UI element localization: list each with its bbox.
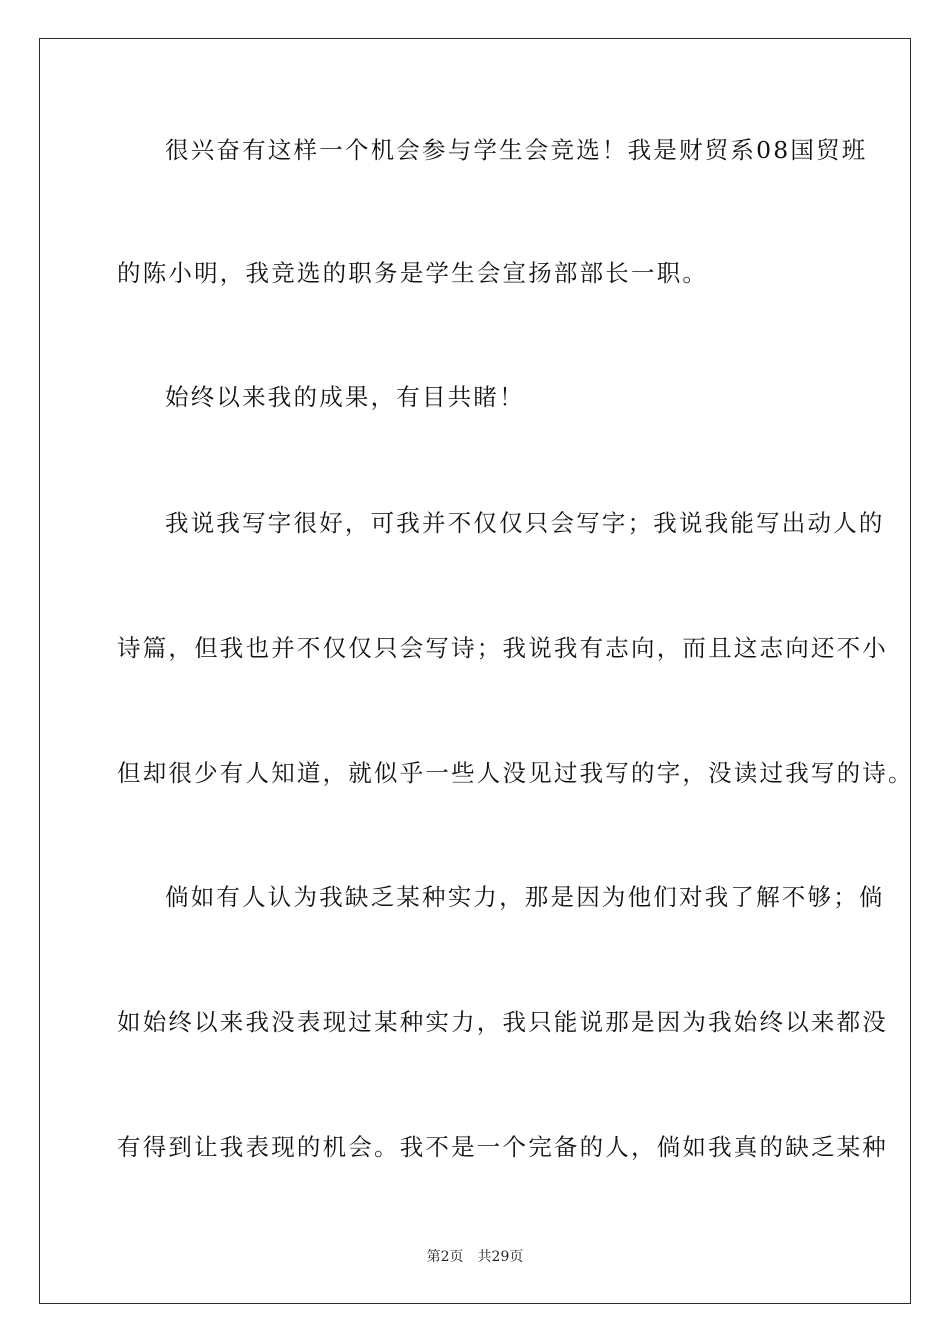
page-footer — [0, 1248, 950, 1266]
page-frame — [39, 38, 911, 1304]
page-total: 共29页 — [477, 1249, 524, 1265]
paragraph-line: 始终以来我的成果，有目共睹！ — [165, 383, 525, 411]
paragraph-line: 诗篇，但我也并不仅仅只会写诗；我说我有志向，而且这志向还不小 — [117, 634, 888, 662]
paragraph-line: 倘如有人认为我缺乏某种实力，那是因为他们对我了解不够；倘 — [165, 883, 885, 911]
paragraph-line: 的陈小明，我竞选的职务是学生会宣扬部部长一职。 — [117, 259, 709, 287]
paragraph-line: 但却很少有人知道，就似乎一些人没见过我写的字，没读过我写的诗。 — [117, 759, 914, 787]
paragraph-line: 很兴奋有这样一个机会参与学生会竞选！我是财贸系08国贸班 — [165, 136, 868, 164]
paragraph-line: 如始终以来我没表现过某种实力，我只能说那是因为我始终以来都没 — [117, 1008, 888, 1036]
page-number: 第2页 — [426, 1249, 464, 1265]
paragraph-line: 有得到让我表现的机会。我不是一个完备的人，倘如我真的缺乏某种 — [117, 1133, 888, 1161]
paragraph-line: 我说我写字很好，可我并不仅仅只会写字；我说我能写出动人的 — [165, 509, 885, 537]
